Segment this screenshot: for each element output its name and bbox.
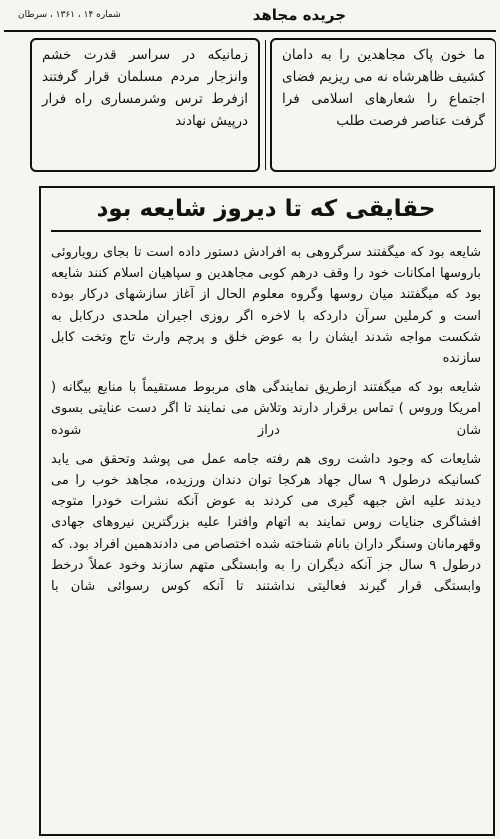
article-paragraph-2: شایعه بود که میگفتند ازطریق نمایندگی های مربوط مستقیماً با منابع بیگانه ( امریکا وروس ) تماس برقرار دارند وتلاش می نمایند تا اگر دست عنایتی بسوی شان دراز شوده — [51, 380, 481, 438]
top-left-column — [30, 38, 260, 172]
article-paragraph-3: شایعات که وجود داشت روی هم رفته جامه عمل می پوشد وتحقق می یابد کسانیکه درطول ۹ سال جهاد هرکجا توان دندان ورزیده، مجاهد خوب را می دیدند علیه اش جبهه گیری می کردند به عوض آنکه نشرات خودرا متوجه افشاگری جنایات روس نمایند به اتهام وافترا علیه بزرگترین نیروهای جهادی وقهرمانان وسنگر داران بانام شناخته شده اختصاص می دادندهمین افراد بود. که درطول ۹ سال جز آنکه دیگران را به وابستگی متهم سازند وخود عملاً درخط وابستگی قرار گیرند فعالیتی نداشتند تا آنکه کوس رسوائی شان با — [51, 451, 481, 595]
article-box — [39, 186, 495, 836]
issue-line: شماره ۱۴ ، ۱۳۶۱ ، سرطان — [18, 10, 121, 20]
masthead-title: جریده مجاهد — [252, 6, 346, 24]
article-paragraph-1: شایعه بود که میگفتند سرگروهی به افرادش دستور داده است تا بجای رویاروئی باروسها امکانات خود را وقف درهم کوبی مجاهدین و سپاهیان اسلام کنند شایعه بود که میگفتند میان روسها وگروه معلوم الحال از آغاز سازشهای درکار بوده است و کرملین سرآن داردکه با لاخره اگر روزی اجیران ملحدی درکابل به شکست مواجه شدند ایشان را به عوض خلق و پرچم وارث تاج وتخت کابل سازنده — [51, 245, 481, 367]
top-right-text: ما خون پاک مجاهدین را به دامان کشیف ظاهرشاه نه می ریزیم فضای اجتماع را شعارهای اسلامی فرا گرفت عناصر فرصت طلب — [282, 47, 485, 129]
newspaper-header — [4, 0, 496, 32]
article-body — [51, 242, 481, 597]
top-right-column — [270, 38, 496, 172]
article-headline: حقایقی که تا دیروز شایعه بود — [51, 196, 481, 232]
top-left-text: زمانیکه در سراسر قدرت خشم وانزجار مردم مسلمان قرار گرفتند ازفرط ترس وشرمساری راه فرار درپیش نهادند — [42, 47, 248, 129]
column-divider — [265, 40, 266, 170]
